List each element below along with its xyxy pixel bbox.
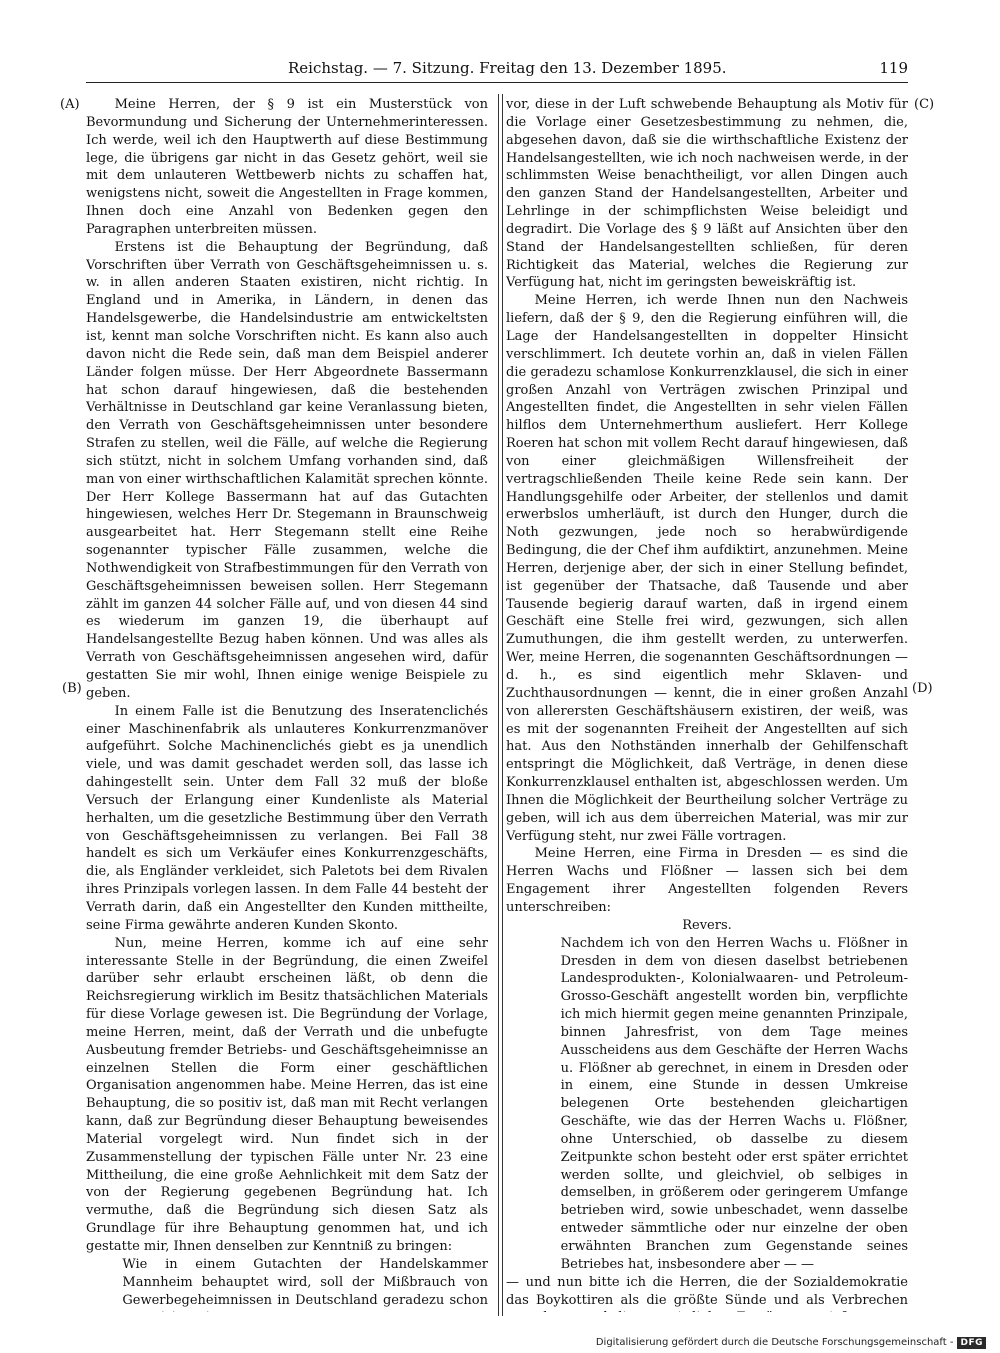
paragraph: Meine Herren, eine Firma in Dresden — es sind die Herren Wachs und Flößner — lassen sich bei dem Engagement ihrer Angestellten folgenden Revers unterschreiben: [506,846,908,915]
margin-marker-a: (A) [60,97,80,112]
right-column [506,96,908,1312]
digitization-credit [596,1335,986,1351]
column-divider [498,94,500,1316]
revers-text: Nachdem ich von den Herren Wachs u. Flößner in Dresden in dem von diesen daselbst betriebenen Landesprodukten-, Kolonialwaaren- und Petroleum-Grosso-Geschäft angestellt worden bin, verpflichte ich mich hiermit gegen meine genannten Prinzipale, binnen Jahresfrist, von dem Tage meines Ausscheidens aus dem Geschäfte der Herren Wachs u. Flößner ab gerechnet, in einem in Dresden oder in einem, eine Stunde in dessen Umkreise belegenen Orte bestehenden gleichartigen Geschäfte, wie das der Herren Wachs u. Flößner, ohne Unterschied, ob dasselbe zu diesem Zeitpunkte schon besteht oder erst später errichtet werden sollte, und gleichviel, ob selbiges in demselben, in größerem oder geringerem Umfange betrieben wird, sowie unbeschadet, wenn dasselbe entweder sämmtliche oder nur einzelne der oben erwähnten Branchen zum Gegenstande seines Betriebes hat, insbesondere aber — — [560,935,908,1272]
running-title: Reichstag. — 7. Sitzung. Freitag den 13. Dezember 1895. [288,59,727,77]
header-rule [86,82,908,83]
paragraph: Nun, meine Herren, komme ich auf eine sehr interessante Stelle in der Begründung, die einen Zweifel darüber sehr erlaubt erscheinen läßt, ob denn die Reichsregierung wirklich im Besitz thatsächlichen Materials für diese Vorlage gewesen ist. Die Begründung der Vorlage, meine Herren, meint, daß der Verrath und die unbefugte Ausbeutung fremder Betriebs- und Geschäftsgeheimnisse an einzelnen Stellen die Form einer geschäftlichen Organisation angenommen habe. Meine Herren, das ist eine Behauptung, die so positiv ist, daß man mit Recht verlangen kann, daß zur Begründung dieser Behauptung beweisendes Material vorgelegt wird. Nun findet sich in der Zusammenstellung der typischen Fälle unter Nr. 23 eine Mittheilung, die eine große Aehnlichkeit mit dem Satz der von der Regierung gegebenen Begründung hat. Ich vermuthe, daß die Begründung sich diesen Satz als Grundlage für ihre Behauptung genommen hat, und ich gestatte mir, Ihnen denselben zur Kenntniß zu bringen: [86,935,488,1254]
revers-heading: Revers. [682,917,732,933]
paragraph: In einem Falle ist die Benutzung des Inseratenclichés einer Maschinenfabrik als unlauteres Konkurrenzmanöver aufgeführt. Solche Machinenclichés giebt es ja unendlich viele, und was damit geschadet werden soll, das lasse ich dahingestellt sein. Unter dem Fall 32 muß der bloße Versuch der Erlangung einer Kundenliste als Material herhalten, um die gesetzliche Bestimmung über den Verrath von Geschäftsgeheimnissen zu verlangen. Bei Fall 38 handelt es sich um Verkäufer eines Konkurrenzgeschäfts, die, als Engländer verkleidet, sich Paletots bei dem Rivalen ihres Prinzipals vorlegen lassen. In dem Falle 44 besteht der Verrath darin, daß ein Angestellter den Kunden mittheilte, seine Firma gewährte anderen Kunden Skonto. [86,703,488,933]
paragraph: Meine Herren, der § 9 ist ein Musterstück von Bevormundung und Sicherung der Unternehmerinteressen. Ich werde, weil ich den Hauptwerth auf diese Bestimmung lege, die übrigens gar nicht in das Gesetz gehört, weil sie mit dem unlauteren Wettbewerb nichts zu schaffen hat, wenigstens nicht, soweit die Angestellten in Frage kommen, Ihnen doch eine Anzahl von Bedenken gegen den Paragraphen unterbreiten müssen. [86,97,488,237]
page-number: 119 [879,59,908,77]
margin-marker-c: (C) [914,97,935,112]
paragraph: — und nun bitte ich die Herren, die der Sozialdemokratie das Boykottiren als die größte Sünde und als Verbrechen [506,1274,908,1308]
margin-marker-d: (D) [912,681,933,696]
paragraph: vor, diese in der Luft schwebende Behauptung als Motiv für die Vorlage einer Gesetzesbestimmung zu nehmen, die, abgesehen davon, daß sie die wirthschaftliche Existenz der Handelsangestellten, wie ich noch nachweisen werde, in der schlimmsten Weise benachtheiligt, vor allen Dingen auch den ganzen Stand der Handelsangestellten, Arbeiter und Lehrlinge in der schimpflichsten Weise beleidigt und degradirt. Die Vorlage des § 9 läßt auf Ansichten über den Stand der Handelsangestellten schließen, für deren Richtigkeit das Material, welches die Regierung zur Verfügung hat, nicht im geringsten beweiskräftig ist. [506,97,908,291]
page-header [88,56,908,80]
left-column [86,96,488,1312]
dfg-logo: DFG [957,1337,986,1349]
margin-marker-b: (B) [62,681,82,696]
credit-text: Digitalisierung gefördert durch die Deutsche Forschungsgemeinschaft - [595,1337,954,1348]
paragraph: Erstens ist die Behauptung der Begründung, daß Vorschriften über Verrath von Geschäftsgeheimnissen u. s. w. in allen anderen Staaten existiren, nicht richtig. In England und in Amerika, in Ländern, in denen das Handelsgewerbe, die Handelsindustrie am entwickeltsten ist, kennt man solche Vorschriften nicht. Es kann also auch davon nicht die Rede sein, daß man dem Beispiel anderer Länder folgen müsse. Der Herr Abgeordnete Bassermann hat schon darauf hingewiesen, daß die bestehenden Verhältnisse in Deutschland gar keine Veranlassung bieten, den Verrath von Geschäftsgeheimnissen unter besondere Strafen zu stellen, weil die Fälle, auf welche die Regierung sich stützt, nicht in solchem Umfang vorhanden sind, daß man von einer wirthschaftlichen Kalamität sprechen könnte. Der Herr Kollege Bassermann hat auf das Gutachten hingewiesen, welches Herr Dr. Stegemann in Braunschweig ausgearbeitet hat. Herr Stegemann stellt eine Reihe sogenannter typischer Fälle zusammen, welche die Nothwendigkeit von Strafbestimmungen für den Verrath von Geschäftsgeheimnissen beweisen sollen. Herr Stegemann zählt im ganzen 44 solcher Fälle auf, und von diesen 44 sind es wiederum im ganzen 19, die überhaupt auf Handelsangestellte Bezug haben können. Und was alles als Verrath von Geschäftsgeheimnissen angesehen wird, dafür gestatten Sie mir wohl, Ihnen einige wenige Beispiele zu geben. [86,239,488,701]
paragraph: Meine Herren, ich werde Ihnen nun den Nachweis liefern, daß der § 9, den die Regierung einführen will, die Lage der Handelsangestellten in doppelter Hinsicht verschlimmert. Ich deutete vorhin an, daß in vielen Fällen die geradezu schamlose Konkurrenzklausel, die sich in einer großen Anzahl von Verträgen zwischen Prinzipal und Angestellten findet, die Angestellten in sehr vielen Fällen hilflos dem Unternehmerthum ausliefert. Herr Kollege Roeren hat schon mit vollem Recht darauf hingewiesen, daß von einer gleichmäßigen Willensfreiheit der vertragschließenden Theile keine Rede sein kann. Der Handlungsgehilfe oder Arbeiter, der stellenlos und damit erwerbslos umherläuft, ist durch den Hunger, durch die Noth gezwungen, jede noch so herabwürdigende Bedingung, die der Chef ihm aufdiktirt, anzunehmen. Meine Herren, derjenige aber, der sich in einer Stellung befindet, ist gegenüber der Thatsache, daß Tausende und aber Tausende begierig darauf warten, daß in irgend einem Geschäft eine Stelle frei wird, gezwungen, sich allen Zumuthungen, die ihm gestellt werden, zu unterwerfen. Wer, meine Herren, die sogenannten Geschäftsordnungen — d. h., es sind eigentlich mehr Sklaven- und Zuchthausordnungen — kennt, die in einer großen Anzahl von allerersten Geschäftshäusern existiren, der weiß, was es mit der sogenannten Freiheit der Angestellten auf sich hat. Aus den Nothständen innerhalb der Gehilfenschaft entspringt die Möglichkeit, daß Verträge, in denen diese Konkurrenzklausel enthalten ist, abgeschlossen werden. Um Ihnen die Möglichkeit der Beurtheilung solcher Verträge zu geben, will ich aus dem überreichen Material, was mir zur Verfügung steht, nur zwei Fälle vortragen. [506,293,908,844]
column-divider-inner [502,94,504,1316]
block-quote: Wie in einem Gutachten der Handelskammer Mannheim behauptet wird, soll der Mißbrauch von Gewerbegeheimnissen in Deutschland geradezu schon [122,1256,488,1308]
